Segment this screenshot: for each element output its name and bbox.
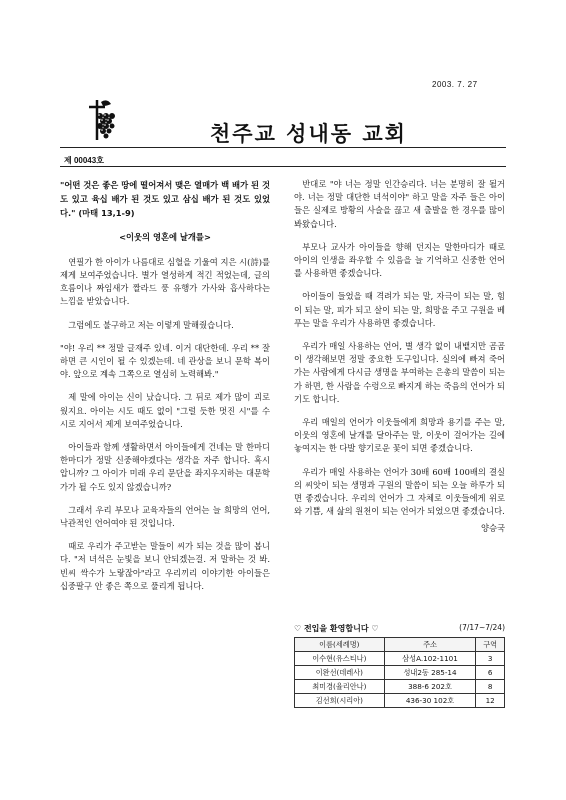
welcome-title-row [294, 623, 505, 634]
article-paragraph: 때로 우리가 주고받는 말들이 씨가 되는 것을 많이 봅니다. "저 녀석은 눈빛을 보니 안되겠는걸. 저 말하는 것 봐. 빈씨 싹수가 노랗잖아"라고 우리끼리 이야기한 아이들은 십중팔구 안 좋은 쪽으로 풀리게 됩니다. [60, 541, 270, 591]
welcome-title: ♡ 전입을 환영합니다 ♡ [294, 624, 379, 633]
church-name-title: 천주교 성내동 교회 [210, 122, 407, 146]
cell-district: 6 [476, 666, 505, 680]
cell-district: 8 [476, 680, 505, 694]
newcomers-table [294, 637, 505, 708]
article-paragraph: 아이들이 들었을 때 격려가 되는 말, 자극이 되는 말, 힘이 되는 말, 피가 되고 살이 되는 말, 희망을 주고 구원을 베푸는 말을 우리가 사용하면 좋겠습니다. [294, 291, 505, 328]
header-divider-top [60, 147, 506, 148]
article-heading: <이웃의 영혼에 날개를> [119, 231, 211, 242]
welcome-date-range: (7/17~7/24) [459, 623, 505, 632]
cell-district: 12 [476, 694, 505, 708]
column-header-name: 이름(세례명) [295, 638, 385, 652]
issue-date: 2003. 7. 27 [432, 80, 478, 89]
cell-address: 성내2동 285-14 [384, 666, 476, 680]
cell-name: 이수현(유스티나) [295, 652, 385, 666]
header-divider-bottom [60, 166, 506, 167]
issue-number: 제 00043호 [64, 156, 104, 165]
article-paragraph: 우리 매일의 언어가 이웃들에게 희망과 용기를 주는 말, 이웃의 영혼에 날개를 달아주는 말, 이웃이 걸어가는 길에 놓여지는 한 다발 향기로운 꽃이 되면 좋겠습니다. [294, 417, 505, 454]
table-row [295, 652, 505, 666]
article-paragraph: "야! 우리 ** 정말 글재주 있네. 이거 대단한데. 우리 ** 잘 하면 큰 시인이 될 수 있겠는데. 네 관상을 보니 문학 복이야. 앞으로 계속 그쪽으로 열심히 노력해봐." [60, 342, 270, 380]
cell-address: 삼성A.102-1101 [384, 652, 476, 666]
article-paragraph: 연필가 한 아이가 나름대로 심혈을 기울여 지은 시(詩)를 제게 보여주었습니다. 별가 열성하게 적긴 적었는데, 글의 흐름이나 짜임새가 짤라드 풍 유행가 가사와 흡사하다는 느낌을 받았습니다. [60, 256, 270, 307]
grape-cross-logo-icon [87, 96, 117, 140]
cell-address: 436-30 102호 [384, 694, 476, 708]
welcome-newcomers-box [294, 623, 505, 708]
article-paragraph: 제 말에 아이는 신이 났습니다. 그 뒤로 제가 많이 괴로웠지요. 아이는 시도 때도 없이 "그럴 듯한 멋진 시"를 수시로 지어서 제게 보여주었습니다. [60, 392, 270, 429]
article-author: 양승국 [480, 523, 505, 534]
article-paragraph: 그래서 우리 부모나 교육자들의 언어는 늘 희망의 언어, 낙관적인 언어여야 된 것입니다. [60, 504, 270, 529]
article-paragraph: 그럼에도 불구하고 저는 이렇게 말해줬습니다. [68, 319, 234, 330]
table-row [295, 666, 505, 680]
gospel-quote: "어떤 것은 좋은 땅에 떨어져서 맺은 열매가 백 배가 된 것도 있고 육십 배가 된 것도 있고 삼십 배가 된 것도 있었다." (마태 13,1-9) [60, 180, 270, 219]
column-header-address: 주소 [384, 638, 476, 652]
article-paragraph: 아이들과 함께 생활하면서 아이들에게 건네는 말 한마디 한마디가 정말 신중해야겠다는 생각을 자주 합니다. 혹시 압니까? 그 아이가 미래 우리 문단을 좌지우지하는 대문학가가 될 수도 있지 않겠습니까? [60, 442, 270, 492]
article-paragraph: 부모나 교사가 아이들을 향해 던지는 말한마디가 때로 아이의 인생을 좌우할 수 있음을 늘 기억하고 신중한 언어를 사용하면 좋겠습니다. [294, 241, 505, 279]
article-paragraph: 반대로 "야 너는 정말 인간승리다. 너는 분명히 잘 될거야. 너는 정말 대단한 녀석이야" 하고 말을 자주 들은 아이들은 실제로 방황의 사슬을 끊고 새 출발을 한 경우를 많이 봐왔습니다. [294, 179, 505, 229]
cell-address: 388-6 202호 [384, 680, 476, 694]
right-column [294, 178, 505, 546]
table-row [295, 694, 505, 708]
article-paragraph: 우리가 매일 사용하는 언어가 30배 60배 100배의 결실의 씨앗이 되는 생명과 구원의 말씀이 되는 오늘 하루가 되면 좋겠습니다. 우리의 언어가 그 자체로 이웃들에게 위로와 기쁨, 새 삶의 원천이 되는 언어가 되었으면 좋겠습니다. [294, 466, 505, 517]
cell-name: 김선희(시리아) [295, 694, 385, 708]
cell-district: 3 [476, 652, 505, 666]
cell-name: 최미경(율리안나) [295, 680, 385, 694]
article-paragraph: 우리가 매일 사용하는 언어, 별 생각 없이 내뱉지만 곰곰이 생각해보면 정말 중요한 도구입니다. 실의에 빠져 죽어 가는 사람에게 다시금 생명을 부여하는 은총의 말씀이 되는가 하면, 한 사람을 수렁으로 빠지게 하는 죽음의 언어가 되기도 합니다. [294, 341, 505, 404]
table-header-row [295, 638, 505, 652]
left-column [60, 178, 270, 603]
column-header-district: 구역 [476, 638, 505, 652]
cell-name: 이완선(데레사) [295, 666, 385, 680]
table-row [295, 680, 505, 694]
